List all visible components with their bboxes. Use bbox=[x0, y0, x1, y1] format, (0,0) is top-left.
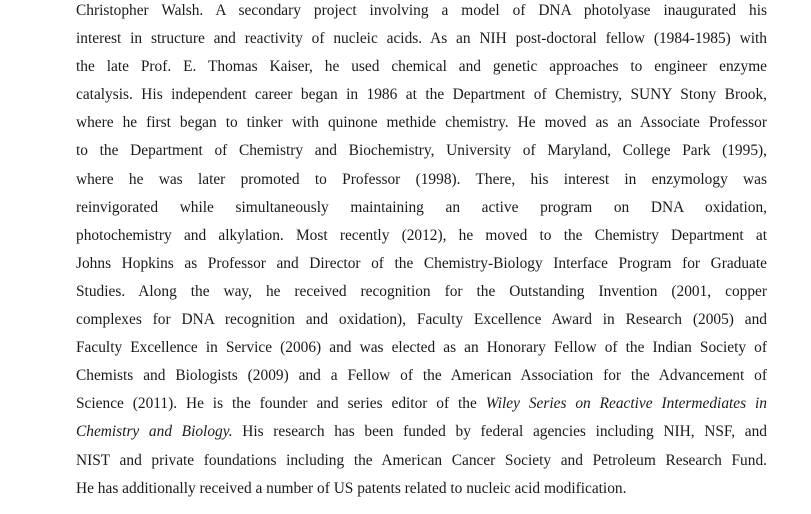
text-line bbox=[76, 250, 767, 278]
text-run: photochemistry and alkylation. Most recently (2012), he moved to the Chemistry Department at bbox=[76, 226, 767, 244]
text-line bbox=[76, 0, 767, 25]
text-line bbox=[76, 390, 767, 418]
text-line bbox=[76, 447, 767, 475]
text-line bbox=[76, 418, 767, 446]
text-run: the late Prof. E. Thomas Kaiser, he used chemical and genetic approaches to engineer enzyme bbox=[76, 58, 767, 76]
text-run: complexes for DNA recognition and oxidation), Faculty Excellence Award in Research (2005) and bbox=[76, 311, 767, 329]
text-line bbox=[76, 194, 767, 222]
text-line bbox=[76, 362, 767, 390]
italic-text-run: Chemistry and Biology. bbox=[76, 423, 233, 441]
text-line bbox=[76, 53, 767, 81]
text-run: interest in structure and reactivity of nucleic acids. As an NIH post-doctoral fellow (1984-1985) with bbox=[76, 30, 767, 48]
text-run: reinvigorated while simultaneously maintaining an active program on DNA oxidation, bbox=[76, 198, 767, 216]
text-run: Christopher Walsh. A secondary project involving a model of DNA photolyase inaugurated his bbox=[76, 2, 767, 19]
italic-text-run: Wiley Series on Reactive Intermediates in bbox=[485, 395, 767, 413]
text-line bbox=[76, 334, 767, 362]
text-line bbox=[76, 306, 767, 334]
text-run: Johns Hopkins as Professor and Director of the Chemistry-Biology Interface Program for Graduate bbox=[76, 254, 767, 272]
text-line bbox=[76, 166, 767, 194]
text-line bbox=[76, 109, 767, 137]
text-run: where he was later promoted to Professor (1998). There, his interest in enzymology was bbox=[76, 170, 767, 188]
text-run: Faculty Excellence in Service (2006) and was elected as an Honorary Fellow of the Indian Society of bbox=[76, 339, 767, 357]
biography-paragraph bbox=[76, 0, 767, 503]
text-run: to the Department of Chemistry and Biochemistry, University of Maryland, College Park (1995), bbox=[76, 142, 767, 160]
text-run: where he first began to tinker with quinone methide chemistry. He moved as an Associate Professor bbox=[76, 114, 767, 132]
text-run: His research has been funded by federal agencies including NIH, NSF, and bbox=[232, 423, 767, 441]
text-run: He has additionally received a number of US patents related to nucleic acid modification. bbox=[76, 479, 627, 497]
text-line bbox=[76, 475, 767, 503]
document-page bbox=[76, 0, 767, 503]
text-line bbox=[76, 222, 767, 250]
text-run: Chemists and Biologists (2009) and a Fellow of the American Association for the Advancement of bbox=[76, 367, 767, 385]
text-run: Studies. Along the way, he received recognition for the Outstanding Invention (2001, copper bbox=[76, 282, 767, 300]
text-line bbox=[76, 25, 767, 53]
text-run: NIST and private foundations including the American Cancer Society and Petroleum Research Fund. bbox=[76, 451, 767, 469]
text-run: Science (2011). He is the founder and series editor of the bbox=[76, 395, 486, 413]
text-run: catalysis. His independent career began in 1986 at the Department of Chemistry, SUNY Stony Brook, bbox=[76, 86, 767, 104]
text-line bbox=[76, 137, 767, 165]
text-line bbox=[76, 81, 767, 109]
text-line bbox=[76, 278, 767, 306]
